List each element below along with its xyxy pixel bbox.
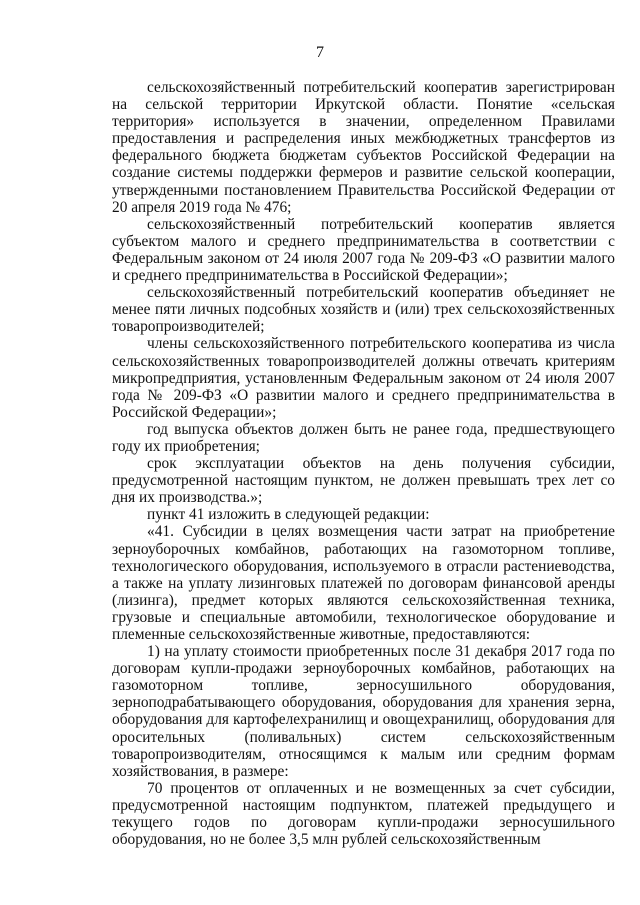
paragraph-member-criteria: члены сельскохозяйственного потребительского кооператива из числа сельскохозяйственных товаропроизводителей должны отвечать критериям микропредприятия, установленным Федеральным законом от 24 июля 2007 года № 209-ФЗ «О развитии малого и среднего предпринимательства в Российской Федерации»; [112,335,615,421]
paragraph-rural-territory: сельскохозяйственный потребительский кооператив зарегистрирован на сельской территории Иркутской области. Понятие «сельская территория» используется в значении, определенном Правилами предоставления и распределения иных межбюджетных трансфертов из федерального бюджета бюджетам субъектов Российской Федерации на создание системы поддержки фермеров и развитие сельской кооперации, утвержденными постановлением Правительства Российской Федерации от 20 апреля 2019 года № 476; [112,79,615,216]
page-number: 7 [316,44,324,61]
paragraph-release-year: год выпуска объектов должен быть не ранее года, предшествующего году их приобретения; [112,420,615,455]
paragraph-service-life: срок эксплуатации объектов на день получения субсидии, предусмотренной настоящим пунктом, не должен превышать трех лет со дня их производства.»; [112,455,615,507]
paragraph-subclause-1: 1) на уплату стоимости приобретенных после 31 декабря 2017 года по договорам купли-продажи зерноуборочных комбайнов, работающих на газомоторном топливе, зерносушильного оборудования, зерноподрабатывающего оборудования, оборудования для хранения зерна, оборудования для картофелехранилищ и овощехранилищ, оборудования для оросительных (поливальных) систем сельскохозяйственным товаропроизводителям, относящимся к малым или средним формам хозяйствования, в размере: [112,643,615,780]
document-body [112,79,615,848]
paragraph-clause-41-intro: пункт 41 изложить в следующей редакции: [147,506,430,524]
paragraph-small-business-status: сельскохозяйственный потребительский кооператив является субъектом малого и среднего предпринимательства в соответствии с Федеральным законом от 24 июля 2007 года № 209-ФЗ «О развитии малого и среднего предпринимательства в Российской Федерации»; [112,215,615,285]
paragraph-clause-41: «41. Субсидии в целях возмещения части затрат на приобретение зерноуборочных комбайнов, работающих на газомоторном топливе, технологического оборудования, используемого в отрасли растениеводства, а также на уплату лизинговых платежей по договорам финансовой аренды (лизинга), предмет которых являются сельскохозяйственная техника, грузовые и специальные автомобили, технологическое оборудование и племенные сельскохозяйственные животные, предоставляются: [112,523,615,643]
paragraph-70-percent: 70 процентов от оплаченных и не возмещенных за счет субсидии, предусмотренной настоящим подпунктом, платежей предыдущего и текущего годов по договорам купли-продажи зерносушильного оборудования, но не более 3,5 млн рублей сельскохозяйственным [112,779,615,849]
paragraph-membership-count: сельскохозяйственный потребительский кооператив объединяет не менее пяти личных подсобных хозяйств и (или) трех сельскохозяйственных товаропроизводителей; [112,284,615,336]
